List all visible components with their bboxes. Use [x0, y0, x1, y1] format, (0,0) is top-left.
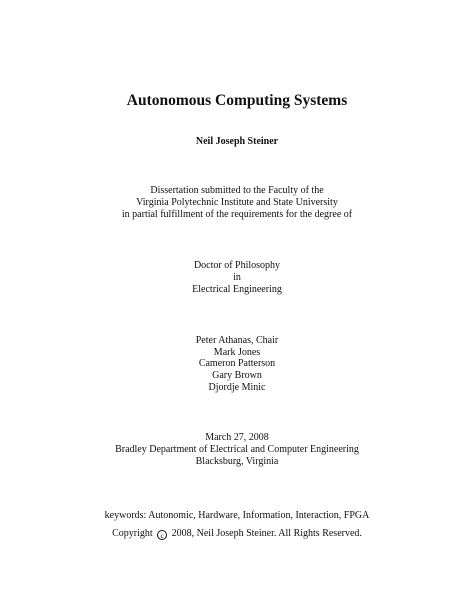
- committee-member: Gary Brown: [212, 370, 262, 382]
- committee-list: [0, 335, 474, 394]
- copyright-line: [0, 527, 474, 540]
- author-text: Neil Joseph Steiner: [195, 136, 279, 147]
- committee-member: Peter Athanas, Chair: [195, 335, 279, 346]
- keywords-text: keywords: Autonomic, Hardware, Information, Interaction, FPGA: [104, 510, 370, 521]
- dissertation-title: [0, 91, 474, 111]
- keywords-line: [0, 509, 474, 522]
- location-line: Blacksburg, Virginia: [195, 455, 279, 467]
- title-text: Autonomous Computing Systems: [126, 92, 348, 109]
- date-line: March 27, 2008: [205, 432, 269, 443]
- committee-member: Djordje Minic: [208, 381, 266, 393]
- author-name: [0, 135, 474, 149]
- statement-line: Virginia Polytechnic Institute and State University: [136, 196, 338, 208]
- copyright-icon: c: [157, 530, 167, 540]
- department-line: Bradley Department of Electrical and Computer Engineering: [115, 443, 359, 455]
- statement-line: in partial fulfillment of the requirements for the degree of: [121, 208, 353, 220]
- committee-member: Cameron Patterson: [198, 358, 276, 370]
- degree-line: in: [233, 271, 241, 283]
- committee-member: Mark Jones: [213, 346, 261, 358]
- copyright-text-row: [0, 527, 474, 540]
- degree-line: Electrical Engineering: [192, 283, 282, 295]
- date-department-block: [0, 432, 474, 467]
- copyright-prefix: Copyright: [112, 528, 153, 539]
- statement-line: Dissertation submitted to the Faculty of the: [150, 185, 324, 196]
- degree-line: Doctor of Philosophy: [193, 260, 281, 271]
- copyright-text: 2008, Neil Joseph Steiner. All Rights Reserved.: [171, 528, 362, 539]
- degree-block: [0, 260, 474, 295]
- submission-statement: [0, 185, 474, 220]
